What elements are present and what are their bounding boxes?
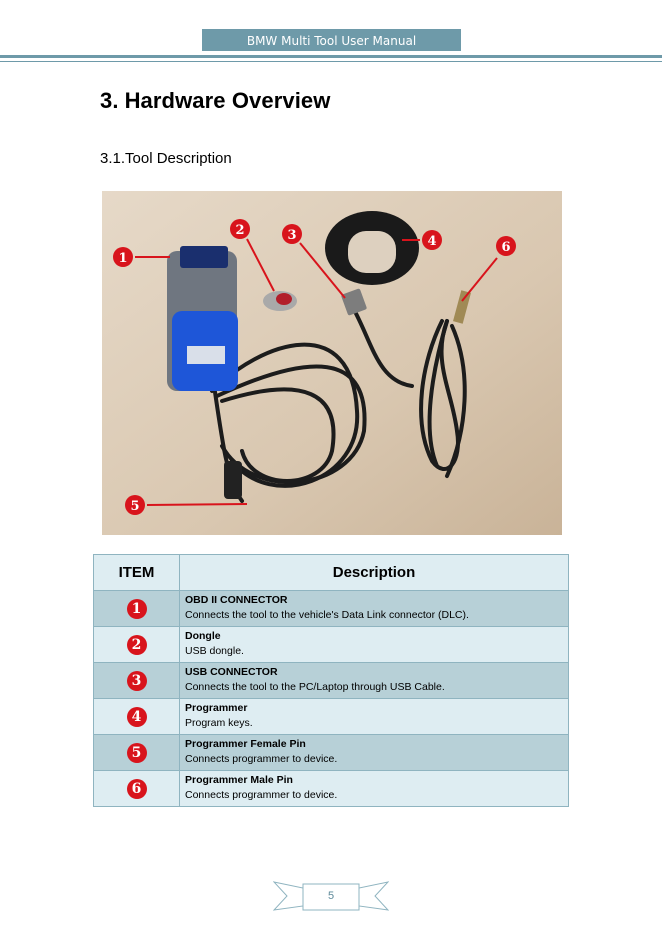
svg-text:1: 1 — [118, 251, 128, 266]
item-title: Programmer Male Pin — [185, 774, 293, 786]
item-title: Programmer — [185, 702, 248, 714]
description-cell — [180, 735, 569, 771]
description-cell — [180, 627, 569, 663]
programmer-ring — [325, 211, 419, 285]
table-row — [94, 735, 569, 771]
figure-marker-1 — [113, 247, 133, 267]
svg-text:4: 4 — [427, 234, 437, 249]
item-description: USB dongle. — [185, 645, 244, 657]
section-title: Hardware Overview — [124, 88, 331, 113]
column-header-item: ITEM — [94, 555, 180, 591]
svg-text:5: 5 — [130, 499, 140, 514]
obd-connector — [167, 246, 238, 391]
item-title: Programmer Female Pin — [185, 738, 306, 750]
figure-marker-6 — [496, 236, 516, 256]
svg-text:2: 2 — [235, 223, 245, 238]
item-marker: 6 — [127, 779, 147, 799]
item-cell — [94, 663, 180, 699]
item-marker: 2 — [127, 635, 147, 655]
table-row — [94, 663, 569, 699]
subsection-heading: 3.1.Tool Description — [100, 150, 232, 167]
description-cell — [180, 771, 569, 807]
item-description: Connects programmer to device. — [185, 753, 338, 765]
page-footer — [273, 880, 389, 912]
header-rule-thick — [0, 55, 662, 58]
section-number: 3. — [100, 88, 119, 113]
table-row — [94, 591, 569, 627]
item-description: Program keys. — [185, 717, 253, 729]
figure-marker-2 — [230, 219, 250, 239]
header-rule-thin — [0, 61, 662, 62]
svg-text:3: 3 — [287, 228, 297, 243]
table-row — [94, 771, 569, 807]
column-header-description: Description — [180, 555, 569, 591]
description-cell — [180, 663, 569, 699]
item-cell — [94, 591, 180, 627]
description-cell — [180, 591, 569, 627]
figure-marker-4 — [422, 230, 442, 250]
item-cell — [94, 699, 180, 735]
table-header-row — [94, 555, 569, 591]
item-cell — [94, 627, 180, 663]
running-header: BMW Multi Tool User Manual — [202, 29, 461, 51]
item-marker: 3 — [127, 671, 147, 691]
description-cell — [180, 699, 569, 735]
ferrite-core — [224, 461, 242, 499]
tool-photo — [102, 191, 562, 535]
item-description: Connects the tool to the vehicle's Data Link connector (DLC). — [185, 609, 469, 621]
page-number: 5 — [327, 890, 335, 902]
svg-text:6: 6 — [501, 240, 511, 255]
item-cell — [94, 735, 180, 771]
item-marker: 5 — [127, 743, 147, 763]
item-cell — [94, 771, 180, 807]
item-title: Dongle — [185, 630, 221, 642]
item-marker: 4 — [127, 707, 147, 727]
item-marker: 1 — [127, 599, 147, 619]
figure-marker-5 — [125, 495, 145, 515]
item-title: USB CONNECTOR — [185, 666, 278, 678]
item-title: OBD II CONNECTOR — [185, 594, 288, 606]
item-description: Connects the tool to the PC/Laptop through USB Cable. — [185, 681, 445, 693]
table-row — [94, 627, 569, 663]
parts-table — [93, 554, 569, 807]
table-row — [94, 699, 569, 735]
figure-marker-3 — [282, 224, 302, 244]
section-heading — [100, 88, 330, 114]
item-description: Connects programmer to device. — [185, 789, 338, 801]
